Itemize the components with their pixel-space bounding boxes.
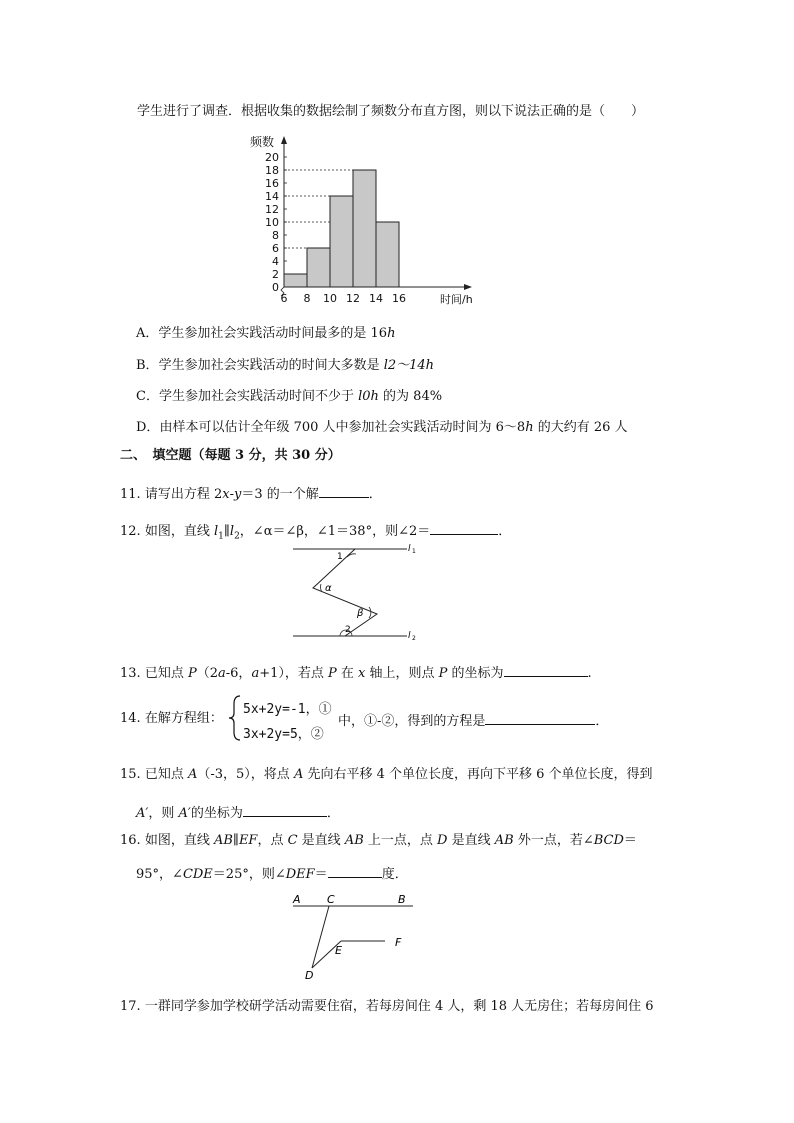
system-brace <box>228 694 242 742</box>
angle-figure <box>285 890 425 985</box>
x-tick-label: 12 <box>346 292 360 305</box>
question-14-suffix: 中，①-②，得到的方程是 ． <box>338 714 609 729</box>
y-axis-label: 频数 <box>250 135 275 149</box>
point-b-label: B <box>398 893 406 906</box>
question-13: 13. 已知点 P（2a-6，a+1），若点 P 在 x 轴上，则点 P 的坐标为 . <box>120 666 592 681</box>
line-l1-label: l <box>408 544 411 554</box>
x-tick-label: 8 <box>303 292 311 305</box>
y-axis-arrow <box>281 136 287 144</box>
section-2-heading: 二、 填空题（每题 3 分，共 30 分） <box>120 448 341 463</box>
line-l2-label: l <box>408 631 411 641</box>
histogram-bar <box>307 248 330 287</box>
option-d[interactable]: D．由样本可以估计全年级 700 人中参加社会实践活动时间为 6～8h 的大约有 26 人 <box>136 420 628 435</box>
question-11: 11. 请写出方程 2x-y＝3 的一个解 ． <box>120 487 382 502</box>
y-tick-label: 18 <box>265 164 279 177</box>
question-16-line-1: 16. 如图，直线 AB∥EF，点 C 是直线 AB 上一点，点 D 是直线 AB 外一点，若∠BCD＝ <box>120 833 637 848</box>
option-d-letter: D． <box>136 420 160 435</box>
option-a[interactable]: A．学生参加社会实践活动时间最多的是 16h <box>136 326 396 341</box>
question-17: 17. 一群同学参加学校研学活动需要住宿，若每房间住 4 人，剩 18 人无房住；若每房间住 6 <box>120 999 654 1014</box>
y-tick-label: 4 <box>272 255 279 268</box>
y-tick-label: 6 <box>272 242 279 255</box>
histogram-bar <box>353 170 376 287</box>
y-tick-label: 0 <box>272 281 279 294</box>
option-c[interactable]: C．学生参加社会实践活动时间不少于 l0h 的为 84% <box>136 389 443 404</box>
answer-blank-13[interactable] <box>504 664 588 677</box>
y-tick-label: 8 <box>272 229 279 242</box>
answer-blank-15[interactable] <box>243 804 327 817</box>
x-tick-label: 10 <box>323 292 337 305</box>
svg-text:2: 2 <box>412 635 416 642</box>
y-tick-label: 20 <box>265 151 279 164</box>
y-tick-label: 10 <box>265 216 279 229</box>
point-c-label: C <box>327 893 335 906</box>
point-e-label: E <box>335 944 342 957</box>
histogram-bar <box>376 222 399 287</box>
histogram-bar <box>284 274 307 287</box>
question-16-line-2: 95°，∠CDE＝25°，则∠DEF＝ 度． <box>136 867 408 882</box>
angle-1-label: 1 <box>337 552 343 562</box>
angle-2-label: 2 <box>345 625 351 635</box>
point-d-label: D <box>305 969 314 982</box>
option-b[interactable]: B．学生参加社会实践活动的时间大多数是 l2～14h <box>136 358 435 373</box>
beta-label: β <box>357 608 364 619</box>
parallel-lines-figure <box>285 540 425 645</box>
x-tick-label: 16 <box>392 292 406 305</box>
histogram-bar <box>330 196 353 287</box>
question-12: 12. 如图，直线 $l_1\parallel l_2$，∠α＝∠β，∠1＝38°，则∠2＝ ． <box>120 524 512 542</box>
answer-blank-14[interactable] <box>485 712 595 725</box>
x-tick-label: 6 <box>280 292 288 305</box>
x-axis-arrow <box>464 284 472 290</box>
question-15-line-1: 15. 已知点 A（-3，5），将点 A 先向右平移 4 个单位长度，再向下平移 6 个单位长度，得到 <box>120 767 653 782</box>
frequency-histogram <box>240 130 490 310</box>
answer-blank-16[interactable] <box>328 865 382 878</box>
answer-blank-11[interactable] <box>319 485 369 498</box>
x-tick-label: 14 <box>369 292 383 305</box>
answer-blank-12[interactable] <box>430 522 498 535</box>
alpha-label: α <box>325 583 332 594</box>
equation-2: 3x+2y=5，② <box>243 727 324 742</box>
y-tick-label: 2 <box>272 268 279 281</box>
y-tick-label: 14 <box>265 190 279 203</box>
option-c-letter: C． <box>136 389 159 404</box>
question-intro: 学生进行了调查．根据收集的数据绘制了频数分布直方图，则以下说法正确的是（ ） <box>137 104 645 119</box>
point-f-label: F <box>395 936 402 949</box>
question-14-prefix: 14. 在解方程组： <box>120 711 223 726</box>
y-tick-label: 16 <box>265 177 279 190</box>
point-a-label: A <box>293 893 301 906</box>
option-a-letter: A． <box>136 326 159 341</box>
option-b-letter: B． <box>136 358 159 373</box>
equation-1: 5x+2y=-1，① <box>243 702 332 717</box>
y-tick-label: 12 <box>265 203 279 216</box>
question-15-line-2: A′，则 A′的坐标为 ． <box>136 806 340 821</box>
svg-text:1: 1 <box>412 548 416 555</box>
x-axis-label: 时间/h <box>440 293 473 306</box>
